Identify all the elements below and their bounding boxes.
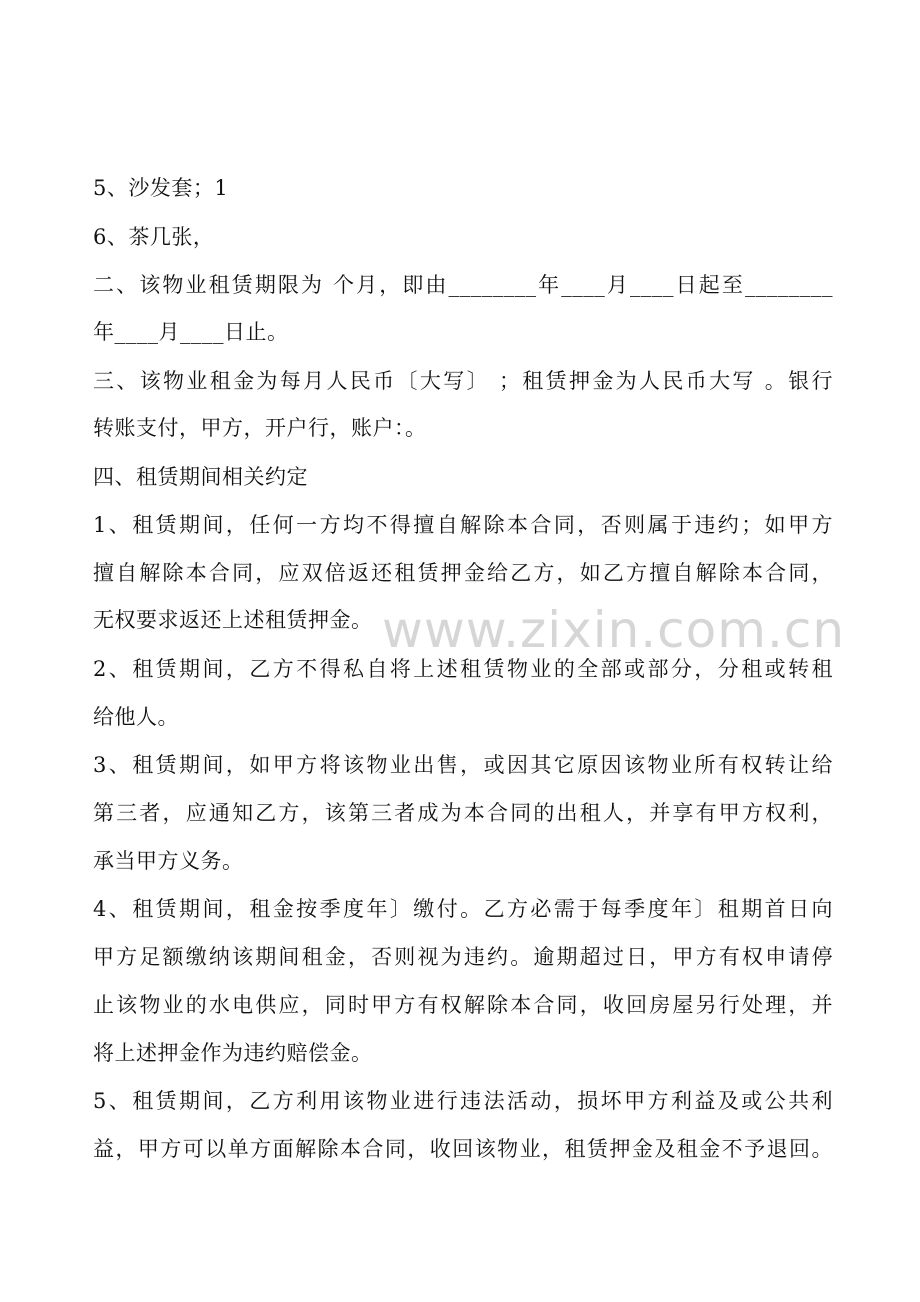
- text-line: 给他人。: [93, 705, 179, 729]
- watermark-text: www.zixin.com.cn: [382, 601, 846, 659]
- text-line: 3、租赁期间，如甲方将该物业出售，或因其它原因该物业所有权转让给: [93, 753, 833, 777]
- text-line: 无权要求返还上述租赁押金。: [93, 608, 373, 632]
- text-line: 5、租赁期间，乙方利用该物业进行违法活动，损坏甲方利益及或公共利: [93, 1089, 833, 1113]
- text-line: 1、租赁期间，任何一方均不得擅自解除本合同，否则属于违约；如甲方: [93, 513, 833, 537]
- text-line: 甲方足额缴纳该期间租金，否则视为违约。逾期超过日，甲方有权申请停: [93, 945, 833, 969]
- text-line: 止该物业的水电供应，同时甲方有权解除本合同，收回房屋另行处理，并: [93, 993, 833, 1017]
- text-line: 6、茶几张，: [93, 225, 215, 249]
- text-line: 益，甲方可以单方面解除本合同，收回该物业，租赁押金及租金不予退回。: [93, 1137, 833, 1161]
- text-line: 将上述押金作为违约赔偿金。: [93, 1041, 373, 1065]
- text-line: 二、该物业租赁期限为 个月，即由________年____月____日起至________: [93, 273, 833, 297]
- text-line: 2、租赁期间，乙方不得私自将上述租赁物业的全部或部分，分租或转租: [93, 657, 833, 681]
- text-line: 三、该物业租金为每月人民币〔大写〕 ；租赁押金为人民币大写 。银行: [93, 369, 833, 393]
- text-line: 4、租赁期间，租金按季度年〕缴付。乙方必需于每季度年〕租期首日向: [93, 897, 833, 921]
- section-heading: 四、租赁期间相关约定: [93, 465, 308, 489]
- text-line: 擅自解除本合同，应双倍返还租赁押金给乙方，如乙方擅自解除本合同，: [93, 561, 833, 585]
- text-line: 年____月____日止。: [93, 320, 289, 344]
- text-line: 第三者，应通知乙方，该第三者成为本合同的出租人，并享有甲方权利，: [93, 801, 833, 825]
- text-line: 5、沙发套；1: [93, 176, 229, 200]
- text-line: 承当甲方义务。: [93, 849, 244, 873]
- text-line: 转账支付，甲方，开户行，账户：。: [93, 416, 427, 440]
